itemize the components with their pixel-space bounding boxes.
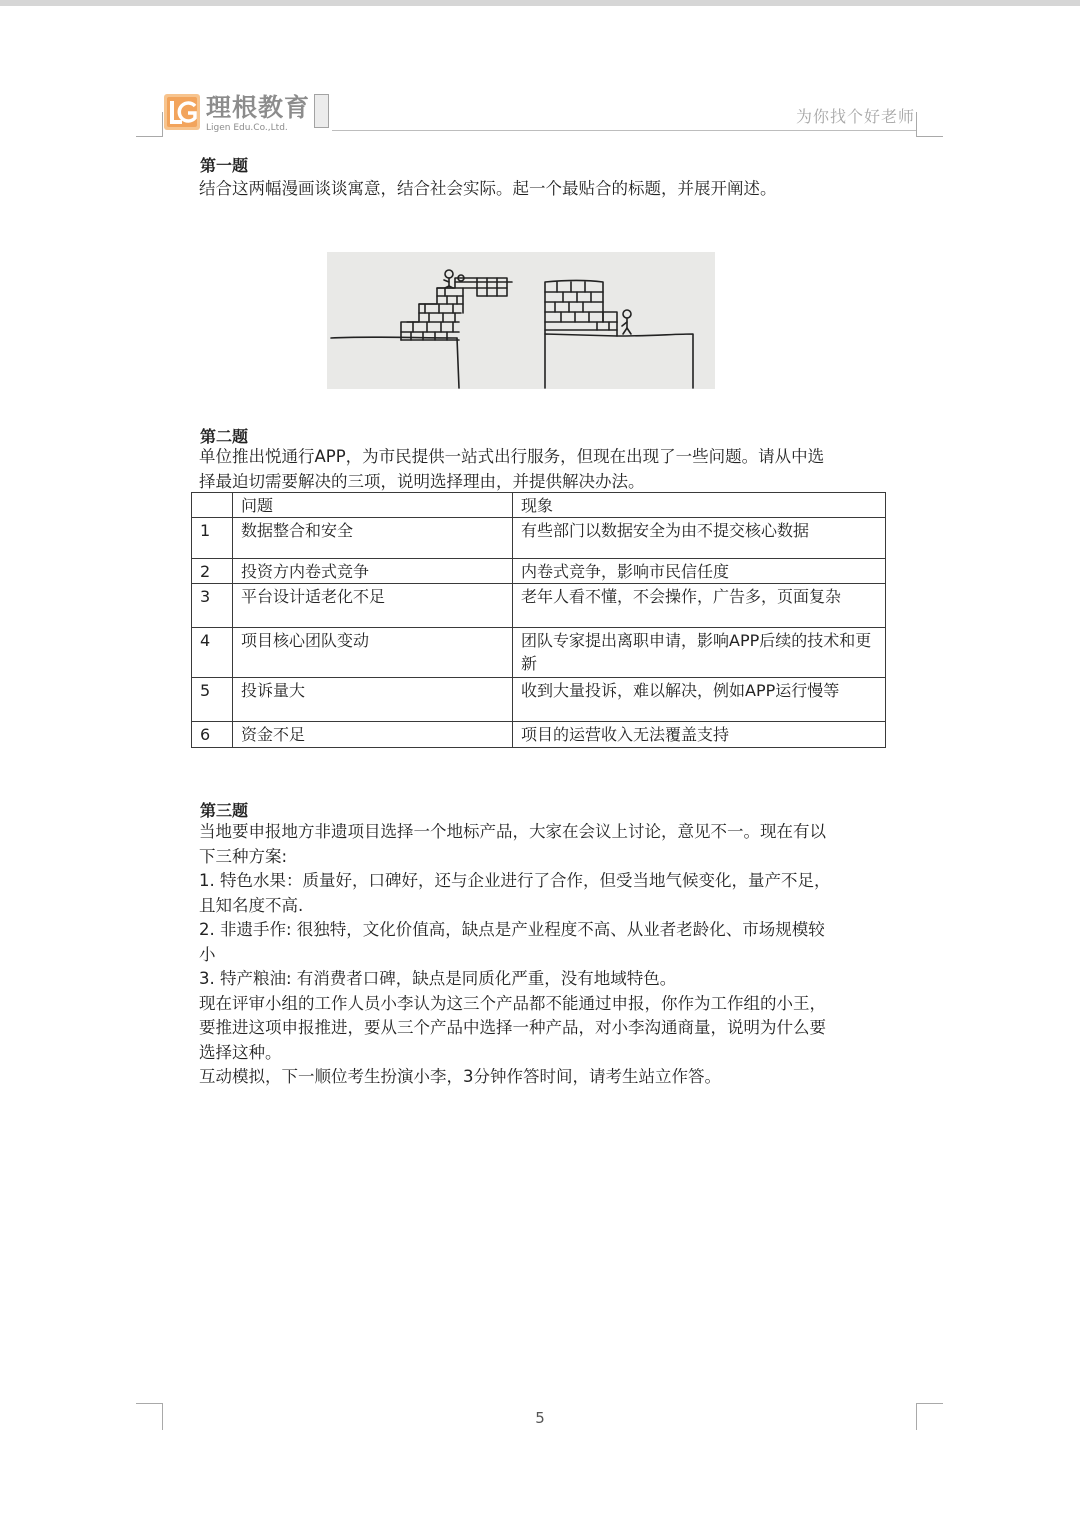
table-header-row <box>192 493 886 518</box>
question-1-line: 结合这两幅漫画谈谈寓意，结合社会实际。起一个最贴合的标题，并展开阐述。 <box>199 179 777 198</box>
comic-illustration <box>327 252 715 389</box>
row-phenomenon: 老年人看不懂，不会操作，广告多，页面复杂 <box>513 584 886 628</box>
table-row <box>192 722 886 748</box>
table-header-cell: 问题 <box>233 493 513 518</box>
question-3-line: 下三种方案: <box>199 846 288 866</box>
corner-mark-top-left <box>136 112 163 137</box>
question-3-line: 小 <box>199 944 216 964</box>
row-problem: 平台设计适老化不足 <box>233 584 513 628</box>
row-phenomenon: 团队专家提出离职申请，影响APP后续的技术和更新 <box>513 628 886 678</box>
row-phenomenon: 收到大量投诉，难以解决，例如APP运行慢等 <box>513 678 886 722</box>
question-3-line: 当地要申报地方非遗项目选择一个地标产品，大家在会议上讨论，意见不一。现在有以 <box>199 822 826 841</box>
row-problem: 数据整合和安全 <box>233 518 513 559</box>
row-phenomenon: 项目的运营收入无法覆盖支持 <box>513 722 886 748</box>
header-rule <box>332 130 916 131</box>
corner-mark-top-right <box>916 112 943 137</box>
question-1-text <box>199 177 859 202</box>
page-number: 5 <box>535 1409 545 1427</box>
table-row <box>192 584 886 628</box>
question-3-line: 现在评审小组的工作人员小李认为这三个产品都不能通过申报，你作为工作组的小王， <box>199 993 826 1013</box>
row-number: 3 <box>192 584 233 628</box>
row-number: 5 <box>192 678 233 722</box>
logo-seal-icon <box>314 94 329 128</box>
logo-name: 理根教育 <box>206 93 311 122</box>
row-number: 4 <box>192 628 233 678</box>
lg-logo-icon <box>164 94 200 130</box>
question-3-line: 1. 特色水果：质量好，口碑好，还与企业进行了合作，但受当地气候变化，量产不足， <box>199 871 831 890</box>
question-3-title: 第三题 <box>200 801 249 820</box>
row-number: 6 <box>192 722 233 748</box>
table-row <box>192 518 886 559</box>
table-header-cell <box>192 493 233 518</box>
row-problem: 项目核心团队变动 <box>233 628 513 678</box>
row-number: 2 <box>192 559 233 584</box>
question-3-line: 3. 特产粮油: 有消费者口碑，缺点是同质化严重，没有地域特色。 <box>199 969 677 988</box>
row-phenomenon: 有些部门以数据安全为由不提交核心数据 <box>513 518 886 559</box>
question-1-title: 第一题 <box>200 156 249 175</box>
question-3-line: 2. 非遗手作: 很独特，文化价值高，缺点是产业程度不高、从业者老龄化、市场规模较 <box>199 920 825 939</box>
question-3-line: 且知名度不高. <box>199 895 304 915</box>
row-problem: 投诉量大 <box>233 678 513 722</box>
table-header-cell: 现象 <box>513 493 886 518</box>
company-logo <box>164 93 329 133</box>
logo-english-name: Ligen Edu.Co.,Ltd. <box>206 123 288 133</box>
question-2-line: 单位推出悦通行APP，为市民提供一站式出行服务，但现在出现了一些问题。请从中选 <box>199 447 825 466</box>
top-edge-strip <box>0 0 1080 6</box>
question-3-line: 要推进这项申报推进，要从三个产品中选择一种产品，对小李沟通商量，说明为什么要 <box>199 1018 826 1037</box>
header-slogan: 为你找个好老师 <box>796 107 916 126</box>
question-3-line: 选择这种。 <box>199 1042 282 1062</box>
row-phenomenon: 内卷式竞争，影响市民信任度 <box>513 559 886 584</box>
table-row <box>192 628 886 678</box>
row-problem: 投资方内卷式竞争 <box>233 559 513 584</box>
question-2-line: 择最迫切需要解决的三项，说明选择理由，并提供解决办法。 <box>199 471 645 491</box>
question-2-title: 第二题 <box>200 427 249 446</box>
table-row <box>192 678 886 722</box>
question-3-text <box>199 820 859 1090</box>
table-row <box>192 559 886 584</box>
issues-table <box>191 492 886 748</box>
row-number: 1 <box>192 518 233 559</box>
row-problem: 资金不足 <box>233 722 513 748</box>
question-3-line: 互动模拟，下一顺位考生扮演小李，3分钟作答时间，请考生站立作答。 <box>199 1067 721 1086</box>
question-2-text <box>199 445 859 494</box>
